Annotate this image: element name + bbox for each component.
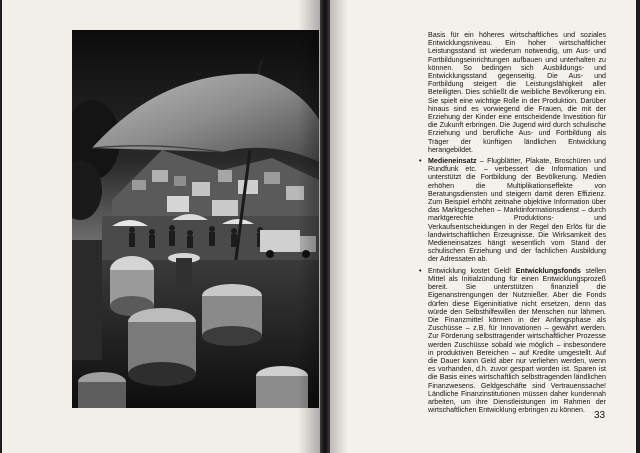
page-number: 33 — [594, 410, 606, 421]
market-photo — [72, 30, 319, 408]
right-page-shadow — [330, 0, 348, 453]
bullet-funds-text: stellen Mittel als Initialzündung für einen Entwicklungsprozeß bereit. Sie unterstützen finanziell die Eigenanstrengungen der Nutznießer. Aber die Fonds dürfen diese Eigeninitiative nicht ersetzen, denn das würde den Selbsthilfewillen der Menschen nur lähmen. Die Finanzmittel können in der Anfangsphase als Zuschüsse – z.B. für Innovationen – gewährt werden. Zur Förderung selbsttragender wirtschaftlicher Prozesse werden Zuschüsse sobald wie möglich – insbesondere in produktiven Bereichen – auf Kredite umgestellt. Auf die Dauer kann Geld aber nur verliehen werden, wenn es vorhanden, d.h. zuvor gespart worden ist. Sparen ist die Basis eines wirtschaftlich selbsttragenden ländlichen Finanzwesens. Geldgeschäfte sind Vertrauenssache! Ländliche Finanzinstitutionen müssen daher kundennah arbeiten, um ihre Dienstleistungen im Rahmen der wirtschaftlichen Entwicklung erbringen zu können. — [428, 266, 606, 415]
bullet-funds-lead: Entwicklung kostet Geld! — [428, 266, 516, 275]
bullet-funds-term: Entwicklungsfonds — [515, 266, 581, 275]
book-gutter — [320, 0, 330, 453]
market-photo-illustration — [72, 30, 319, 408]
intro-paragraph: Basis für ein höheres wirtschaftliches und soziales Entwicklungsniveau. Ein hoher wirtschaftlicher Leistungsstand ist wiederum notwendig, um Aus- und Fortbildungseinrichtungen aufbauen und unterhalten zu können. So bedingen sich Ausbildungs- und Entwicklungsstand gegenseitig. Die Aus- und Fortbildung steigert die Leistungsfähigkeit aller Beteiligten. Dies schließt die weibliche Bevölkerung ein. Sie spielt eine wichtige Rolle in der Produktion. Darüber hinaus sind es vorwiegend die Frauen, die mit der Erziehung der Kinder eine entscheidende Investition für die Zukunft erbringen. Die Jugend wird durch schulische Erziehung und berufliche Aus- und Fortbildung als Träger der künftigen ländlichen Entwicklung herangebildet. — [428, 31, 606, 154]
bullet-media-text: – Flugblätter, Plakate, Broschüren und Rundfunk etc. – verbessert die Information und unterstützt die Fortbildung der Bevölkerung. Medien erhöhen die Multiplikationseffekte von Beratungsdiensten und steigern damit deren Effizienz. Zum Beispiel erhöht zeitnahe objektive Information über das Marktgeschehen – Marktinformationsdienst – durch marktgerechte Produktions- und Verkaufsentscheidungen in der Regel den Erlös für die landwirtschaftlichen Erzeugnisse. Die Wirksamkeit des Medieneinsatzes hängt wesentlich vom Stand der schulischen Erziehung und der fachlichen Ausbildung der Adressaten ab. — [428, 157, 606, 264]
bullet-media-term: Medieneinsatz — [428, 157, 477, 166]
body-text-column — [419, 31, 606, 417]
bullet-icon: • — [419, 266, 422, 275]
left-page — [2, 0, 320, 453]
bullet-icon: • — [419, 157, 422, 166]
bullet-funds — [419, 266, 606, 415]
bullet-media — [419, 157, 606, 264]
left-page-shadow — [298, 0, 320, 453]
